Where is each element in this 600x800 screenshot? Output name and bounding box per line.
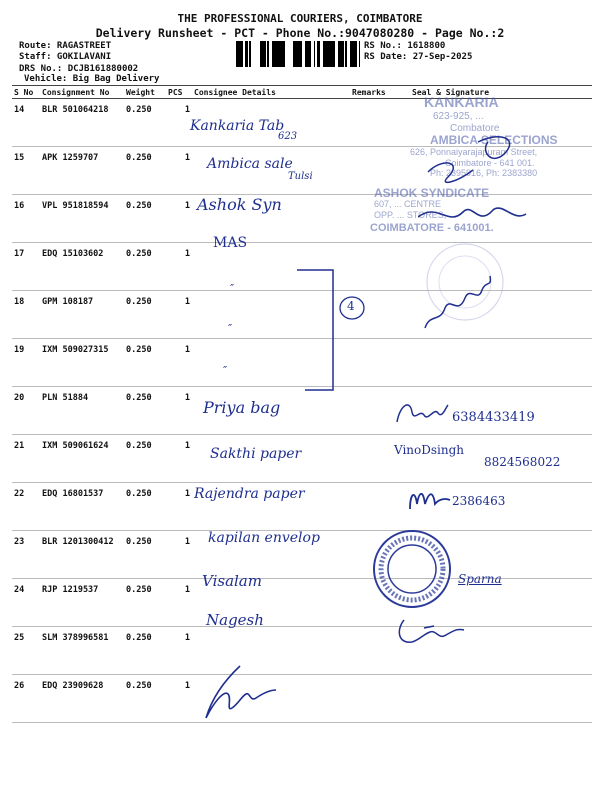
cell-sno: 14: [12, 99, 40, 147]
signature-23-number: 2386463: [452, 494, 506, 508]
handwritten-consignee-14: Kankaria Tab: [190, 118, 285, 134]
cell-pcs: 1: [166, 675, 192, 723]
cell-remarks: [350, 435, 410, 483]
supplier-round-stamp: [368, 525, 458, 615]
handwritten-consignee-25: Visalam: [202, 572, 262, 590]
company-title: THE PROFESSIONAL COURIERS, COIMBATORE: [177, 12, 423, 25]
cell-consignment: EDQ 23909628: [40, 675, 124, 723]
cell-sno: 22: [12, 483, 40, 531]
handwritten-consignee-23: Rajendra paper: [194, 486, 305, 502]
barcode-bar: [261, 41, 263, 67]
col-weight: Weight: [124, 86, 166, 99]
table-row: [12, 627, 592, 675]
barcode-bar: [332, 41, 333, 67]
cell-pcs: 1: [166, 531, 192, 579]
ditto-mark-20: ″: [223, 364, 228, 377]
cell-consignment: RJP 1219537: [40, 579, 124, 627]
cell-pcs: 1: [166, 99, 192, 147]
cell-consignment: SLM 378996581: [40, 627, 124, 675]
barcode-bar: [236, 41, 237, 67]
barcode-bar: [326, 41, 327, 67]
handwritten-consignee-26: Nagesh: [206, 611, 264, 629]
barcode-bar: [314, 41, 315, 67]
rs-number: RS No.: 1618800: [364, 41, 446, 51]
signature-row-26: [394, 612, 494, 648]
barcode-bar: [284, 41, 285, 67]
cell-sno: 17: [12, 243, 40, 291]
ditto-mark-18: ″: [230, 282, 235, 295]
table-row: [12, 579, 592, 627]
barcode-bar: [327, 41, 329, 67]
barcode-bar: [339, 41, 341, 67]
cell-weight: 0.250: [124, 675, 166, 723]
barcode-bar: [299, 41, 302, 67]
col-remarks: Remarks: [350, 86, 410, 99]
cell-pcs: 1: [166, 483, 192, 531]
cell-sno: 19: [12, 339, 40, 387]
cell-weight: 0.250: [124, 387, 166, 435]
cell-remarks: [350, 99, 410, 147]
ashok-stamp-line1: ASHOK SYNDICATE: [374, 186, 490, 200]
barcode-bar: [239, 41, 242, 67]
barcode-bar: [237, 41, 239, 67]
barcode-bar: [272, 41, 273, 67]
barcode: [233, 41, 360, 67]
col-consignee: Consignee Details: [192, 86, 350, 99]
barcode-bar: [317, 41, 320, 67]
barcode-bar: [242, 41, 243, 67]
barcode-bar: [338, 41, 339, 67]
barcode-bar: [305, 41, 308, 67]
signature-22-phone: 8824568022: [484, 455, 561, 469]
barcode-bar: [333, 41, 335, 67]
cell-sno: 16: [12, 195, 40, 243]
ashok-stamp-line2: 607, ... CENTRE: [374, 199, 442, 209]
signature-rows-14-16: [418, 132, 578, 242]
ambica-stamp-line4: Ph: 2395916, Ph: 2383380: [430, 168, 538, 178]
cell-consignment: PLN 51884: [40, 387, 124, 435]
cell-sno: 24: [12, 579, 40, 627]
cell-seal: [410, 339, 592, 387]
barcode-bar: [308, 41, 309, 67]
barcode-bar: [281, 41, 284, 67]
staff-signature: [190, 660, 280, 730]
barcode-bar: [350, 41, 351, 67]
ashok-stamp-line3: OPP. ... STORES,: [374, 210, 447, 220]
cell-sno: 25: [12, 627, 40, 675]
cell-weight: 0.250: [124, 195, 166, 243]
cell-weight: 0.250: [124, 531, 166, 579]
cell-consignment: EDQ 16801537: [40, 483, 124, 531]
route-label: Route: RAGASTREET: [19, 41, 112, 51]
handwritten-consignee-15-note: Tulsi: [288, 171, 313, 182]
barcode-bar: [351, 41, 353, 67]
barcode-bar: [323, 41, 326, 67]
cell-consignment: IXM 509061624: [40, 435, 124, 483]
barcode-bar: [260, 41, 261, 67]
runsheet-subtitle: Delivery Runsheet - PCT - Phone No.:9047080280 - Page No.:2: [95, 26, 505, 40]
barcode-bar: [353, 41, 356, 67]
kankaria-stamp-line3: Combatore: [450, 123, 500, 134]
barcode-bar: [279, 41, 281, 67]
ambica-stamp-line2: 626, Ponnaiyarajapuram Street,: [410, 147, 538, 157]
cell-consignment: VPL 951818594: [40, 195, 124, 243]
barcode-bar: [297, 41, 299, 67]
signature-21-phone: 6384433419: [452, 410, 535, 425]
signature-row-21: [392, 397, 452, 427]
cell-sno: 15: [12, 147, 40, 195]
cell-consignment: IXM 509027315: [40, 339, 124, 387]
barcode-bar: [275, 41, 278, 67]
handwritten-consignee-15: Ambica sale: [207, 156, 293, 172]
signature-row-23: [405, 484, 455, 514]
handwritten-consignee-16: Ashok Syn: [197, 195, 282, 214]
barcode-bar: [249, 41, 251, 67]
col-pcs: PCS: [166, 86, 192, 99]
ashok-stamp-line4: COIMBATORE - 641001.: [370, 222, 494, 234]
barcode-bar: [345, 41, 347, 67]
handwritten-consignee-21: Priya bag: [203, 398, 281, 417]
cell-pcs: 1: [166, 579, 192, 627]
barcode-bar: [359, 41, 360, 67]
cell-pcs: 1: [166, 387, 192, 435]
cell-weight: 0.250: [124, 339, 166, 387]
cell-weight: 0.250: [124, 579, 166, 627]
staff-label: Staff: GOKILAVANI: [19, 52, 112, 62]
drs-number: DRS No.: DCJB161880002: [19, 64, 139, 74]
cell-remarks: [350, 483, 410, 531]
signature-25: Sparna: [458, 572, 502, 586]
cell-consignment: GPM 108187: [40, 291, 124, 339]
cell-weight: 0.250: [124, 147, 166, 195]
cell-consignment: BLR 501064218: [40, 99, 124, 147]
cell-sno: 26: [12, 675, 40, 723]
kankaria-stamp-line1: KANKARIA: [424, 94, 499, 110]
ambica-stamp-line1: AMBICA SELECTIONS: [430, 133, 558, 147]
cell-sno: 20: [12, 387, 40, 435]
cell-weight: 0.250: [124, 291, 166, 339]
barcode-bar: [273, 41, 275, 67]
handwritten-consignee-22: Sakthi paper: [210, 446, 302, 462]
kankaria-stamp-line2: 623-925, ...: [433, 111, 484, 122]
cell-weight: 0.250: [124, 243, 166, 291]
rs-date: RS Date: 27-Sep-2025: [364, 52, 473, 62]
cell-seal: [410, 675, 592, 723]
barcode-bar: [309, 41, 311, 67]
cell-pcs: 1: [166, 291, 192, 339]
bracket-count: 4: [347, 299, 355, 313]
cell-weight: 0.250: [124, 99, 166, 147]
cell-consignment: BLR 1201300412: [40, 531, 124, 579]
cell-consignment: EDQ 15103602: [40, 243, 124, 291]
barcode-bar: [329, 41, 332, 67]
table-header-row: [12, 86, 592, 99]
handwritten-consignee-17: MAS: [213, 235, 248, 251]
cell-sno: 21: [12, 435, 40, 483]
table-row: [12, 675, 592, 723]
barcode-bar: [267, 41, 269, 67]
cell-sno: 23: [12, 531, 40, 579]
ditto-mark-19: ″: [228, 322, 233, 335]
cell-pcs: 1: [166, 147, 192, 195]
cell-weight: 0.250: [124, 627, 166, 675]
cell-consignment: APK 1259707: [40, 147, 124, 195]
barcode-bar: [278, 41, 279, 67]
cell-pcs: 1: [166, 627, 192, 675]
cell-pcs: 1: [166, 243, 192, 291]
cell-pcs: 1: [166, 195, 192, 243]
bracket-annotation: [295, 258, 375, 398]
cell-weight: 0.250: [124, 483, 166, 531]
cell-pcs: 1: [166, 339, 192, 387]
barcode-bar: [356, 41, 357, 67]
col-consignment: Consignment No: [40, 86, 124, 99]
barcode-bar: [245, 41, 248, 67]
signature-22-name: VinoDsingh: [394, 443, 465, 457]
barcode-bar: [341, 41, 344, 67]
barcode-bar: [263, 41, 266, 67]
cell-pcs: 1: [166, 435, 192, 483]
cell-sno: 18: [12, 291, 40, 339]
vehicle-label: Vehicle: Big Bag Delivery: [24, 74, 160, 84]
handwritten-consignee-24: kapilan envelop: [208, 530, 320, 546]
handwritten-consignee-14-note: 623: [278, 131, 298, 142]
cell-weight: 0.250: [124, 435, 166, 483]
col-sno: S No: [12, 86, 40, 99]
ambica-stamp-line3: Coimbatore - 641 001.: [445, 158, 535, 168]
col-seal-signature: Seal & Signature: [410, 86, 592, 99]
barcode-bar: [296, 41, 297, 67]
barcode-bar: [293, 41, 296, 67]
signature-row-18-19: [420, 268, 500, 338]
cell-remarks: [350, 675, 410, 723]
